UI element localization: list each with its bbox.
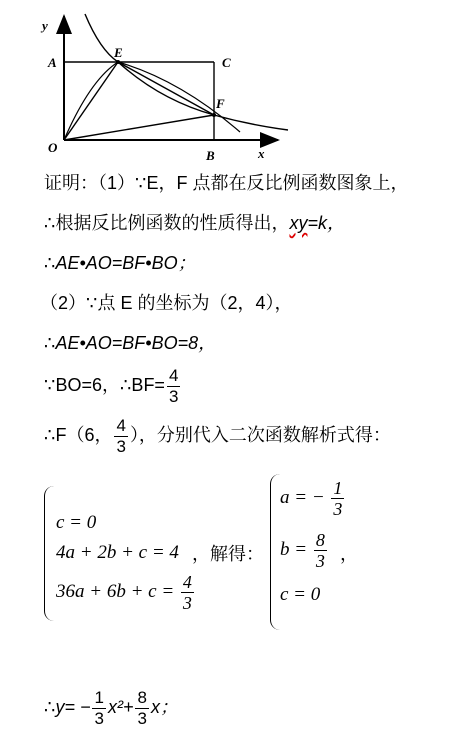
fraction-denominator: 3: [182, 593, 192, 613]
proof-line-7: [44, 414, 391, 457]
fraction-4-3: [167, 366, 180, 407]
system-2-eq-1-prefix: a = −: [280, 486, 325, 508]
segment-OE: [64, 62, 118, 140]
system-1-eq-2: 4a + 2b + c = 4: [56, 542, 179, 563]
proof-line-4: [40, 292, 293, 314]
fraction-numerator: 1: [333, 478, 343, 498]
label-A: A: [48, 55, 57, 70]
point-E: [116, 60, 120, 64]
system-1-eq-3-prefix: 36a + 6b + c =: [56, 580, 175, 602]
label-x: x: [258, 146, 265, 161]
label-B: B: [206, 148, 215, 163]
proof-line-4-text: （2）∵点 E 的坐标为（2，4），: [40, 293, 293, 313]
segment-OF: [64, 115, 214, 140]
system-2-eq-2: [280, 530, 329, 571]
proof-line-1: [44, 172, 408, 194]
fraction-denominator: 3: [94, 708, 104, 728]
label-y: y: [42, 18, 48, 33]
proof-line-2-prefix: ∴根据反比例函数的性质得出，: [44, 213, 290, 233]
hyperbola-curve: [85, 14, 288, 130]
fraction-4-3: [114, 416, 127, 457]
fraction-8-3: [135, 688, 148, 729]
fraction-numerator: 4: [168, 365, 179, 385]
geometry-figure: [30, 10, 300, 170]
fraction-numerator: 4: [182, 572, 192, 592]
fraction-numerator: 8: [315, 530, 325, 550]
system-2-eq-1: [280, 478, 346, 519]
label-F: F: [216, 96, 225, 111]
label-E: E: [114, 45, 123, 60]
proof-line-5-text: ∴AE•AO=BF•BO=8，: [44, 333, 217, 353]
fraction-4-3: [181, 572, 194, 613]
point-F: [212, 113, 216, 117]
fraction-denominator: 3: [137, 708, 147, 728]
proof-line-6: [44, 364, 182, 407]
proof-line-2-suffix: =k，: [307, 213, 345, 233]
solve-word: ，解得：: [192, 544, 264, 564]
proof-line-5: [44, 332, 216, 354]
fraction-8-3: [314, 530, 327, 571]
proof-line-7-suffix: ），分别代入二次函数解析式得：: [129, 425, 391, 445]
fraction-denominator: 3: [333, 499, 343, 519]
fraction-denominator: 3: [315, 551, 325, 571]
system-2-eq-2-prefix: b =: [280, 538, 308, 560]
fraction-1-3: [92, 688, 105, 729]
fraction-numerator: 4: [116, 415, 126, 435]
proof-line-7-prefix: ∴F（6，: [44, 425, 113, 445]
segment-EF: [118, 62, 214, 115]
fraction-1-3: [331, 478, 344, 519]
final-line: [44, 686, 178, 729]
proof-line-3: [44, 252, 196, 274]
proof-line-2: [44, 212, 345, 234]
fraction-denominator: 3: [116, 436, 126, 456]
fraction-numerator: 8: [137, 687, 147, 707]
system-1-eq-3: [56, 572, 196, 613]
label-C: C: [222, 55, 231, 70]
final-suffix: x；: [150, 697, 178, 717]
system-2-trailing-comma: ，: [340, 544, 358, 564]
proof-line-3-text: ∴AE•AO=BF•BO；: [44, 253, 196, 273]
equation-system-2: [270, 474, 380, 630]
fraction-denominator: 3: [168, 386, 179, 406]
left-brace: [44, 486, 55, 621]
system-1-eq-1: c = 0: [56, 512, 97, 533]
proof-line-1-text: 证明：（1）∵E，F 点都在反比例函数图象上，: [44, 173, 409, 193]
proof-line-6-prefix: ∵BO=6，∴BF=: [44, 375, 165, 395]
label-O: O: [48, 140, 58, 155]
proof-line-2-xy: xy: [289, 213, 308, 233]
fraction-numerator: 1: [94, 687, 104, 707]
system-2-eq-3: c = 0: [280, 584, 321, 605]
equation-system-1: [44, 486, 194, 621]
final-mid: x²+: [107, 697, 134, 717]
final-prefix: ∴y= −: [44, 697, 91, 717]
